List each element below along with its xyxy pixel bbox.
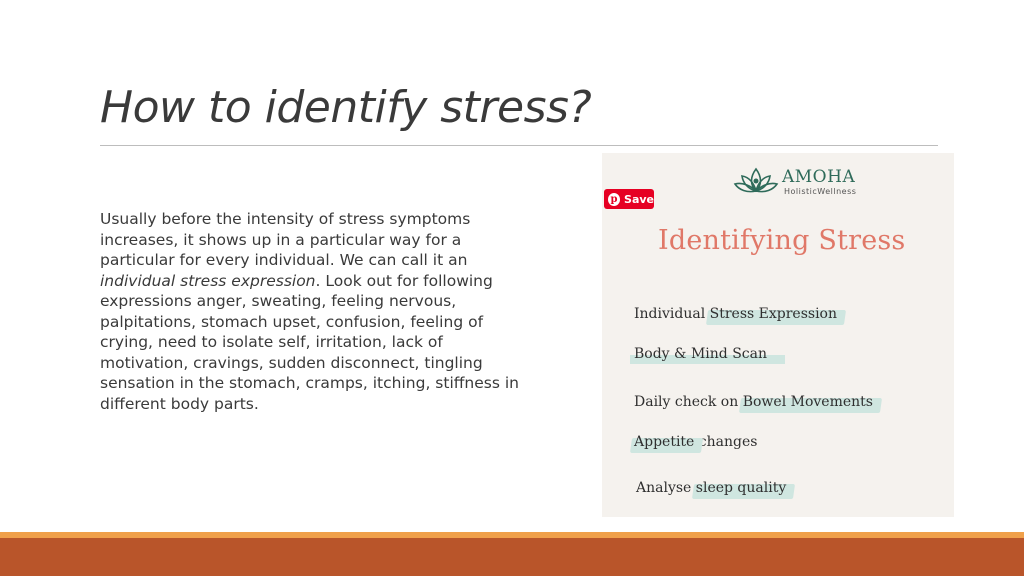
logo-tagline: HolisticWellness xyxy=(784,187,857,196)
list-item xyxy=(634,306,837,322)
body-text-part1: Usually before the intensity of stress symptoms increases, it shows up in a particular way for a particular for every individual. We can call it an xyxy=(100,210,471,269)
list-item xyxy=(636,480,786,496)
pinterest-icon: p xyxy=(608,193,620,206)
pinterest-save-button[interactable] xyxy=(604,189,654,209)
amoha-logo xyxy=(732,161,892,201)
footer-bar xyxy=(0,538,1024,576)
item-text: Analyse xyxy=(636,480,696,496)
body-text-part2: . Look out for following expressions anger, sweating, feeling nervous, palpitations, stomach upset, confusion, feeling of crying, need to isolate self, irritation, lack of motivation, cravings, sudden disconnect, tingling sensation in the stomach, cramps, itching, stiffness in different body parts. xyxy=(100,271,519,413)
body-paragraph xyxy=(100,209,530,414)
slide-title: How to identify stress? xyxy=(100,82,592,133)
item-highlight: Appetite xyxy=(634,434,695,450)
item-text: Daily check on xyxy=(634,394,743,410)
item-highlight: Bowel Movements xyxy=(742,394,873,410)
item-text-after: changes xyxy=(694,434,758,450)
item-text: Individual xyxy=(634,306,710,322)
body-text-emphasis: individual stress expression xyxy=(100,271,316,290)
list-item xyxy=(634,346,767,362)
item-highlight: Stress Expression xyxy=(709,306,838,322)
item-highlight: Body & Mind Scan xyxy=(634,346,767,362)
list-item xyxy=(634,394,873,410)
logo-name: AMOHA xyxy=(782,167,856,187)
title-divider xyxy=(100,145,938,146)
infographic-heading: Identifying Stress xyxy=(658,225,906,256)
list-item xyxy=(634,434,757,450)
identifying-stress-infographic xyxy=(602,153,954,517)
save-label: Save xyxy=(624,192,654,206)
item-highlight: sleep quality xyxy=(695,480,787,496)
lotus-icon xyxy=(732,161,780,201)
